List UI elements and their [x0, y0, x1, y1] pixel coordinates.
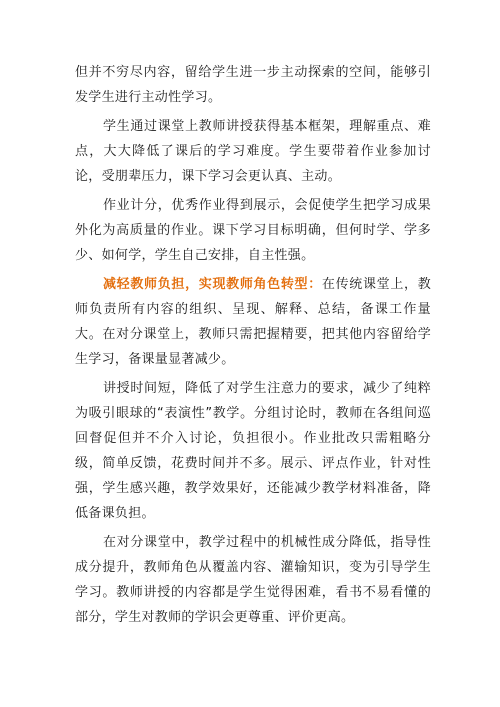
paragraph-text: 学生通过课堂上教师讲授获得基本框架，理解重点、难点，大大降低了课后的学习难度。学生要带着作业参加讨论，受朋辈压力，课下学习会更认真、主动。 [75, 119, 431, 184]
paragraph-text: 作业计分，优秀作业得到展示，会促使学生把学习成果外化为高质量的作业。课下学习目标明确，但何时学、学多少、如何学，学生自己安排，自主性强。 [75, 198, 431, 263]
paragraph-2 [75, 114, 431, 189]
section-heading-highlight: 减轻教师负担，实现教师角色转型： [103, 277, 322, 292]
paragraph-3 [75, 193, 431, 268]
paragraph-text: 在传统课堂上，教师负责所有内容的组织、呈现、解释、总结，备课工作量大。在对分课堂上，教师只需把握精要，把其他内容留给学生学习，备课量显著减少。 [75, 277, 431, 367]
document-body [75, 60, 431, 630]
paragraph-text: 在对分课堂中，教学过程中的机械性成分降低，指导性成分提升，教师角色从覆盖内容、灌输知识，变为引导学生学习。教师讲授的内容都是学生觉得困难，看书不易看懂的部分，学生对教师的学识会更尊重、评价更高。 [75, 535, 431, 625]
paragraph-4 [75, 272, 431, 372]
paragraph-text: 但并不穷尽内容，留给学生进一步主动探索的空间，能够引发学生进行主动性学习。 [75, 65, 431, 105]
paragraph-5 [75, 376, 431, 526]
paragraph-1 [75, 60, 431, 110]
paragraph-6 [75, 530, 431, 630]
paragraph-text: 讲授时间短，降低了对学生注意力的要求，减少了纯粹为吸引眼球的“表演性”教学。分组讨论时，教师在各组间巡回督促但并不介入讨论，负担很小。作业批改只需粗略分级，简单反馈，花费时间并不多。展示、评点作业，针对性强，学生感兴趣，教学效果好，还能减少教学材料准备，降低备课负担。 [75, 381, 431, 521]
